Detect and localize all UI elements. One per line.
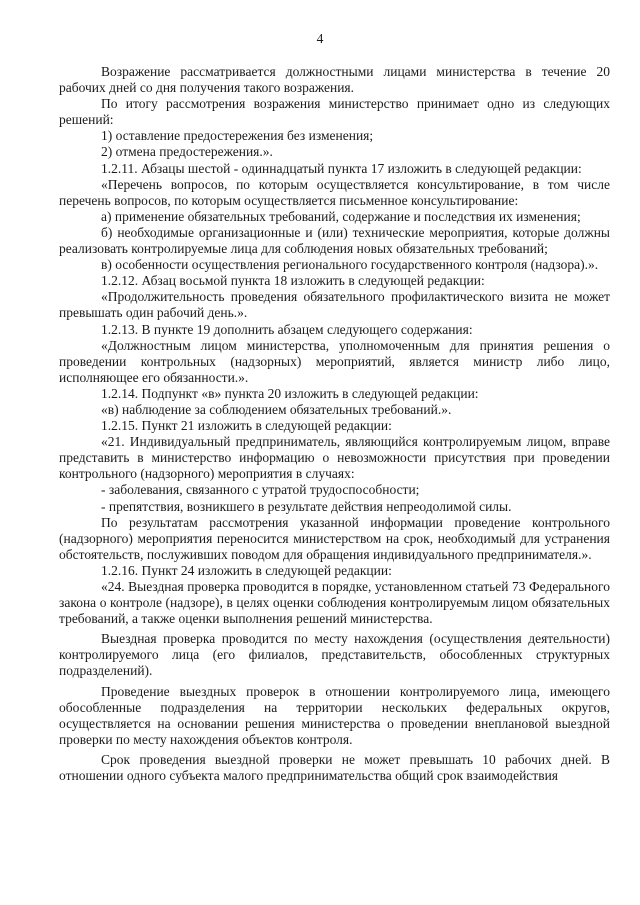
paragraph: «Продолжительность проведения обязательного профилактического визита не может превышать один рабочий день.».: [59, 289, 610, 321]
paragraph: - заболевания, связанного с утратой трудоспособности;: [101, 482, 420, 498]
paragraph: По итогу рассмотрения возражения министерство принимает одно из следующих решений:: [59, 96, 610, 128]
paragraph: а) применение обязательных требований, содержание и последствия их изменения;: [101, 208, 581, 224]
paragraph: 2) отмена предостережения.».: [101, 144, 273, 160]
paragraph: 1.2.13. В пункте 19 дополнить абзацем следующего содержания:: [101, 321, 473, 337]
paragraph: Возражение рассматривается должностными лицами министерства в течение 20 рабочих дней со дня получения такого возражения.: [59, 64, 610, 96]
paragraph: 1.2.11. Абзацы шестой - одиннадцатый пункта 17 изложить в следующей редакции:: [101, 160, 582, 176]
paragraph: 1.2.16. Пункт 24 изложить в следующей редакции:: [101, 562, 392, 578]
paragraph: «Должностным лицом министерства, уполномоченным для принятия решения о проведении контрольных (надзорных) мероприятий, является министр либо лицо, исполняющее его обязанности.».: [59, 337, 610, 385]
paragraph: 1.2.14. Подпункт «в» пункта 20 изложить в следующей редакции:: [101, 385, 479, 401]
paragraph: 1.2.15. Пункт 21 изложить в следующей редакции:: [101, 418, 392, 434]
page-number: 4: [316, 31, 324, 46]
paragraph: «в) наблюдение за соблюдением обязательных требований.».: [101, 401, 452, 417]
paragraph: Проведение выездных проверок в отношении контролируемого лица, имеющего обособленные подразделения на территории нескольких федеральных округов, осуществляется на основании решения министерства о проведении внеплановой выездной проверки по месту нахождения объектов контроля.: [59, 683, 610, 747]
paragraph: «21. Индивидуальный предприниматель, являющийся контролируемым лицом, вправе представить в министерство информацию о невозможности присутствия при проведении контрольного (надзорного) мероприятия в случаях:: [59, 434, 610, 482]
paragraph: По результатам рассмотрения указанной информации проведение контрольного (надзорного) мероприятия переносится министерством на срок, необходимый для устранения обстоятельств, послуживших поводом для обращения индивидуального предпринимателя.».: [59, 514, 610, 562]
paragraph: Выездная проверка проводится по месту нахождения (осуществления деятельности) контролируемого лица (его филиалов, представительств, обособленных структурных подразделений).: [59, 631, 610, 679]
paragraph: Срок проведения выездной проверки не может превышать 10 рабочих дней. В отношении одного субъекта малого предпринимательства общий срок взаимодействия: [59, 751, 610, 784]
paragraph: «24. Выездная проверка проводится в порядке, установленном статьей 73 Федерального закона о контроле (надзоре), в целях оценки соблюдения контролируемым лицом обязательных требований, а также оценки выполнения решений министерства.: [59, 579, 610, 627]
paragraph: 1.2.12. Абзац восьмой пункта 18 изложить в следующей редакции:: [101, 273, 485, 289]
paragraph: б) необходимые организационные и (или) технические мероприятия, которые должны реализовать контролируемые лица для соблюдения новых обязательных требований;: [59, 224, 610, 257]
paragraph: - препятствия, возникшего в результате действия непреодолимой силы.: [101, 498, 512, 514]
paragraph: в) особенности осуществления регионального государственного контроля (надзора).».: [101, 257, 599, 273]
paragraph: «Перечень вопросов, по которым осуществляется консультирование, в том числе перечень вопросов, по которым осуществляется письменное консультирование:: [59, 176, 610, 208]
document-body: [59, 64, 610, 784]
paragraph: 1) оставление предостережения без изменения;: [101, 128, 374, 144]
